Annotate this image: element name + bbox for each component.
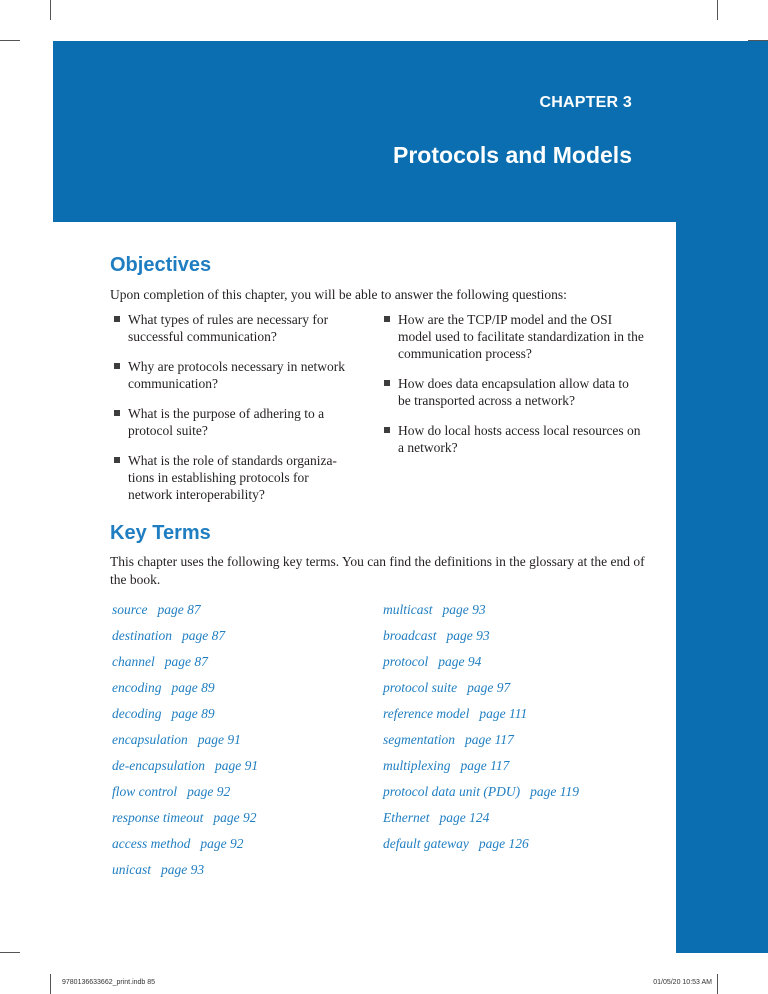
key-term: unicast [112, 862, 151, 877]
key-term-row [383, 836, 579, 862]
objective-item: How do local hosts access local resources on a network? [382, 422, 644, 456]
key-term: protocol data unit (PDU) [383, 784, 521, 799]
print-timestamp-slug: 01/05/20 10:53 AM [653, 979, 712, 986]
key-term-page: page 117 [460, 758, 510, 773]
key-term-row [112, 758, 258, 784]
key-term-row [383, 758, 579, 784]
key-term: encoding [112, 680, 162, 695]
key-term: flow control [112, 784, 178, 799]
key-term-row [383, 654, 579, 680]
key-term-page: page 93 [442, 602, 486, 617]
objectives-list-left [112, 311, 352, 516]
key-terms-heading: Key Terms [110, 522, 211, 544]
crop-mark [0, 40, 20, 41]
key-terms-left-column [112, 602, 258, 888]
key-term: reference model [383, 706, 470, 721]
key-term-row [112, 784, 258, 810]
chapter-header-band [53, 41, 768, 222]
key-term-row [383, 784, 579, 810]
key-term: decoding [112, 706, 162, 721]
objective-item: What is the role of standards organiza-tions in establishing protocols for network interoperability? [112, 452, 352, 503]
key-term-row [112, 732, 258, 758]
objectives-heading: Objectives [110, 254, 212, 276]
key-term-row [112, 862, 258, 888]
crop-mark [717, 974, 718, 994]
key-terms-intro: This chapter uses the following key terms. You can find the definitions in the glossary at the end of the book. [110, 554, 645, 587]
key-term-row [112, 602, 258, 628]
key-term: source [112, 602, 148, 617]
key-term-row [112, 680, 258, 706]
key-term: channel [112, 654, 155, 669]
key-term-row [112, 810, 258, 836]
key-term-page: page 89 [171, 680, 215, 695]
crop-mark [50, 0, 51, 20]
key-term-page: page 87 [157, 602, 201, 617]
key-term-row [112, 836, 258, 862]
key-term: destination [112, 628, 172, 643]
key-term-row [383, 706, 579, 732]
print-file-slug: 9780136633662_print.indb 85 [62, 979, 156, 986]
key-term-page: page 119 [530, 784, 579, 799]
key-term-page: page 87 [182, 628, 226, 643]
objective-item: What is the purpose of adhering to a protocol suite? [112, 405, 352, 439]
key-term: multiplexing [383, 758, 451, 773]
crop-mark [0, 952, 20, 953]
objective-item: What types of rules are necessary for successful communication? [112, 311, 352, 345]
key-term-row [383, 732, 579, 758]
chapter-label: CHAPTER 3 [539, 94, 632, 111]
key-term-page: page 126 [478, 836, 529, 851]
key-term-page: page 97 [467, 680, 511, 695]
crop-mark [717, 0, 718, 20]
key-term: de-encapsulation [112, 758, 205, 773]
key-term: Ethernet [383, 810, 430, 825]
key-term: protocol [383, 654, 429, 669]
key-terms-right-column [383, 602, 579, 862]
key-term-page: page 93 [446, 628, 490, 643]
key-term-row [112, 654, 258, 680]
key-term-page: page 87 [164, 654, 208, 669]
key-term-page: page 92 [200, 836, 244, 851]
key-term: encapsulation [112, 732, 188, 747]
key-term: response timeout [112, 810, 204, 825]
key-term: multicast [383, 602, 433, 617]
key-term: access method [112, 836, 191, 851]
key-term: protocol suite [383, 680, 458, 695]
chapter-title: Protocols and Models [393, 142, 632, 168]
key-term-page: page 91 [214, 758, 259, 773]
objectives-list-right [382, 311, 644, 469]
key-term-page: page 92 [187, 784, 231, 799]
key-term-page: page 91 [197, 732, 241, 747]
key-term-row [112, 706, 258, 732]
key-term-page: page 94 [438, 654, 482, 669]
key-term-page: page 92 [213, 810, 257, 825]
key-term-row [383, 680, 579, 706]
objectives-intro: Upon completion of this chapter, you will be able to answer the following questions: [110, 287, 567, 302]
key-term-page: page 111 [479, 706, 528, 721]
key-term-row [383, 628, 579, 654]
key-term-row [383, 602, 579, 628]
key-term-page: page 89 [171, 706, 215, 721]
key-term: segmentation [383, 732, 455, 747]
crop-mark [50, 974, 51, 994]
key-term: default gateway [383, 836, 469, 851]
key-term-page: page 124 [439, 810, 490, 825]
key-term: broadcast [383, 628, 437, 643]
objective-item: How are the TCP/IP model and the OSI model used to facilitate standardization in the communication process? [382, 311, 644, 362]
objective-item: Why are protocols necessary in network communication? [112, 358, 352, 392]
key-term-row [383, 810, 579, 836]
key-term-page: page 117 [465, 732, 514, 747]
chapter-side-bar [676, 41, 768, 953]
key-term-row [112, 628, 258, 654]
objective-item: How does data encapsulation allow data to be transported across a network? [382, 375, 644, 409]
key-term-page: page 93 [161, 862, 205, 877]
